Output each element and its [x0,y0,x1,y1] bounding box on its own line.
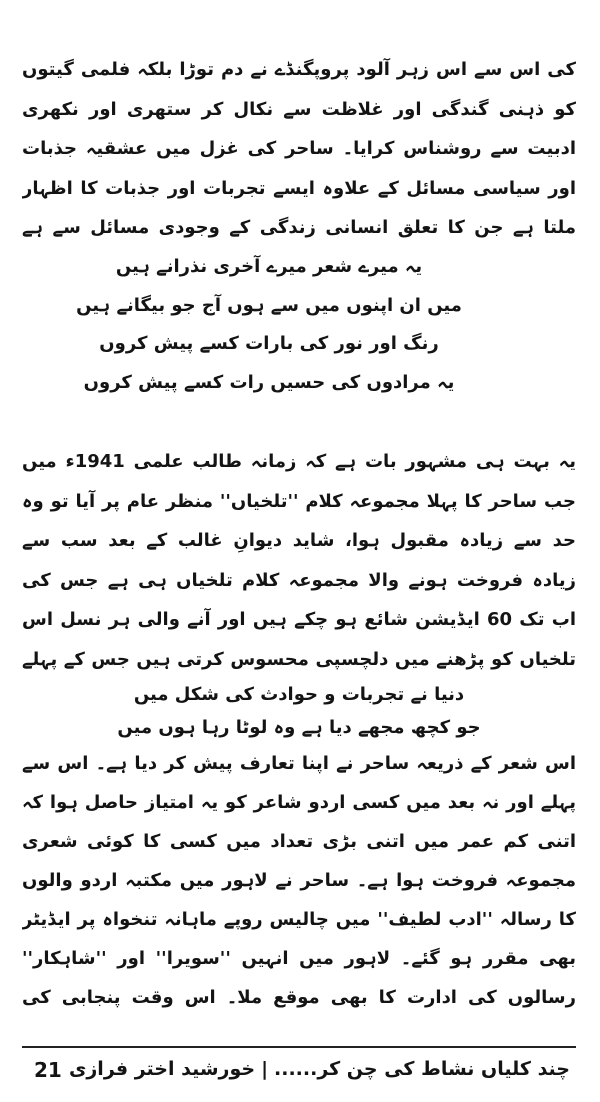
page-number: 21 [34,1058,62,1082]
title-separator: | [261,1058,269,1080]
page-content [22,50,576,1018]
verse-line: جو کچھ مجھے دیا ہے وہ لوٹا رہا ہوں میں [117,717,481,738]
paragraph-lahore: اس شعر کے ذریعہ ساحر نے اپنا تعارف پیش کر دیا ہے۔ اس سے پہلے اور نہ بعد میں کسی اردو شاعر کو یہ امتیاز حاصل ہوا کہ اتنی کم عمر میں اتنی بڑی تعداد میں کسی کا کوئی شعری مجموعہ فروخت ہوا ہے۔ ساحر نے لاہور میں مکتبہ اردو والوں کا رسالہ ''ادب لطیف'' میں چالیس روپے ماہانہ تنخواہ پر ایڈیٹر بھی مقرر ہو گئے۔ لاہور میں انہیں ''سویرا'' اور ''شاہکار'' رسالوں کی ادارت کا بھی موقع ملا۔ اس وقت پنجابی کی [22,753,576,1008]
paragraph-talkhiyan: یہ بہت ہی مشہور بات ہے کہ زمانہ طالب علمی 1941ء میں جب ساحر کا پہلا مجموعہ کلام ''تلخیاں'' منظر عام پر آیا تو وہ حد سے زیادہ مقبول ہوا، شاید دیوانِ غالب کے بعد سب سے زیادہ فروخت ہونے والا مجموعہ کلام تلخیاں ہی ہے جس کی اب تک 60 ایڈیشن شائع ہو چکے ہیں اور آنے والی ہر نسل اس تلخیاں کو پڑھنے میں دلچسپی محسوس کرتی ہیں جس کے پہلے [22,451,576,670]
page-footer [22,1046,576,1098]
verse-line: رنگ اور نور کی بارات کسے پیش کروں [99,333,439,355]
verse-line: یہ میرے شعر میرے آخری نذرانے ہیں [115,256,423,277]
book-title: چند کلیاں نشاط کی چن کر...... [274,1058,570,1080]
verse-line: دنیا نے تجربات و حوادث کی شکل میں [133,684,465,705]
verse-line: یہ مرادوں کی حسیں رات کسے پیش کروں [83,372,455,394]
author-name: خورشید اختر فرازی [68,1058,256,1080]
verse-block-2 [22,678,576,744]
paragraph-intro: کی اس سے اس زہر آلود پروپگنڈے نے دم توڑا بلکہ فلمی گیتوں کو ذہنی گندگی اور غلاظت سے نکال کر ستھری اور نکھری ادبیت سے روشناس کرایا۔ ساحر کی غزل میں عشقیہ جذبات اور سیاسی مسائل کے علاوہ ایسے تجربات اور جذبات کا اظہار ملتا ہے جن کا تعلق انسانی زندگی کے وجودی مسائل سے ہے [22,59,576,239]
verse-block-1 [22,248,576,442]
verse-line: میں ان اپنوں میں سے ہوں آج جو بیگانے ہیں [76,294,462,316]
running-title [69,1058,570,1080]
